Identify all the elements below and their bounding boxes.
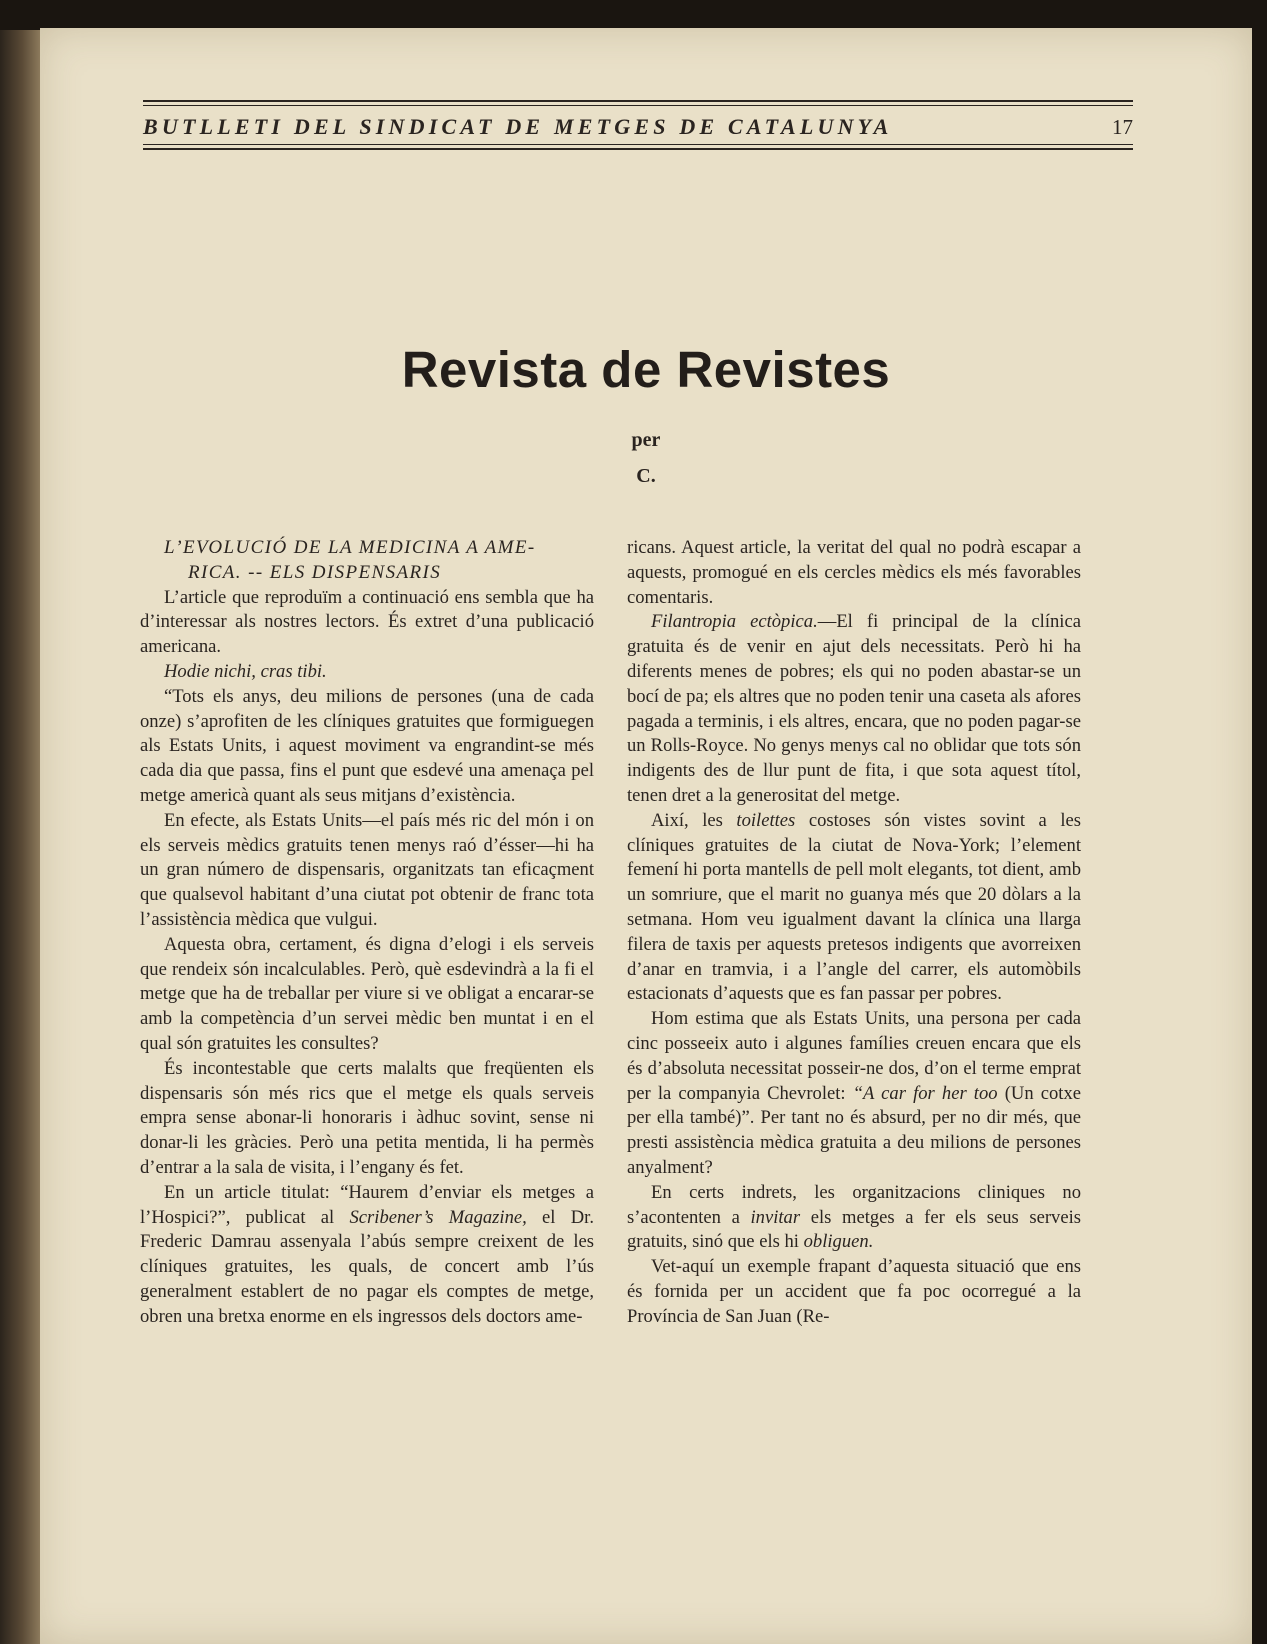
header-rule-bottom [143, 144, 1133, 152]
italic-term: obliguen. [803, 1231, 874, 1253]
text-run: costoses són vistes sovint a les clíniques gratuites de la ciutat de Nova-York; l’element femení hi porta mantells de pell molt elegants, tot dient, amb un somriure, que el marit no guanya més que 20 dòlars a la setmana. Hom veu igualment davant la clínica una llarga filera de taxis per aquests pretesos indigents que avorreixen d’anar en tramvia, i a l’angle del carrer, els automòbils estacionats d’aquests que es fan passar per pobres. [627, 809, 1081, 1005]
paragraph: “Tots els anys, deu milions de persones (una de cada onze) s’aprofiten de les clíniques gratuites que formiguegen als Estats Units, i aquest moviment va engrandint-se més cada dia que passa, fins el punt que esdevé una amenaça pel metge americà quant als seus mitjans d’existència. [140, 685, 594, 806]
text-run: Així, les [651, 809, 737, 831]
column-right [627, 536, 1081, 1330]
text-run: En certs indrets, les organitzacions cliniques no s’acontenten a [627, 1181, 1081, 1228]
paragraph [140, 1181, 594, 1330]
section-heading-line1: L’EVOLUCIÓ DE LA MEDICINA A AME- [164, 537, 536, 558]
text-run: Hom estima que als Estats Units, una persona per cada cinc posseeix auto i algunes famílies creuen encara que els és d’absoluta necessitat posseir-ne dos, d’on el terme emprat per la companyia Chevrolet: [627, 1008, 1081, 1104]
italic-term: toilettes [736, 809, 796, 831]
book-binding [0, 30, 40, 1644]
document-page [40, 28, 1252, 1644]
header-rule-top [143, 100, 1133, 108]
section-heading-line2: RICA. -- ELS DISPENSARIS [188, 561, 442, 583]
byline-per: per [631, 429, 661, 451]
paragraph [627, 610, 1081, 808]
paragraph [627, 1181, 1081, 1255]
italic-quote: “A car for her too [852, 1082, 998, 1104]
paragraph-intro: L’article que reproduïm a continuació ens sembla que ha d’interessar als nostres lectors. És extret d’una publicació americana. [140, 586, 594, 658]
motto: Hodie nichi, cras tibi. [164, 660, 327, 682]
text-run: En un article titulat: “Haurem d’enviar els metges a l’Hospici?”, publicat al [140, 1181, 594, 1228]
subheading-inline: Filantropia ectòpica. [651, 611, 818, 633]
page-number: 17 [1112, 115, 1133, 139]
byline-author: C. [636, 465, 656, 487]
paragraph: En efecte, als Estats Units—el país més ric del món i on els serveis mèdics gratuits tenen menys raó d’ésser—hi ha un gran número de dispensaris, organitzats tan eficaçment que qualsevol habitant d’una ciutat pot obtenir de franc tota l’assistència mèdica que vulgui. [140, 809, 594, 930]
journal-title: BUTLLETI DEL SINDICAT DE METGES DE CATALUNYA [143, 114, 893, 139]
paragraph: És incontestable que certs malalts que freqüenten els dispensaris són més rics que el metge els quals serveis empra sense abonar-li honoraris i àdhuc sovint, sense ni donar-li les gràcies. Però una petita mentida, li ha permès d’entrar a la sala de visita, i l’engany és fet. [140, 1057, 594, 1178]
column-left [140, 536, 594, 1330]
text-run: els metges a fer els seus serveis gratuits, sinó que els hi [627, 1206, 1082, 1253]
text-run: el Dr. Frederic Damrau assenyala l’abús sempre creixent de les clíniques gratuites, les quals, de concert amb l’ús generalment establert de no pagar els comptes de metge, obren una bretxa enorme en els ingressos dels doctors ame- [140, 1206, 594, 1327]
paragraph [627, 1007, 1081, 1181]
text-run: (Un cotxe per ella també)”. Per tant no és absurd, per no dir més, que presti assistència mèdica gratuita a deu milions de persones anyalment? [627, 1082, 1081, 1178]
italic-term: invitar [750, 1206, 801, 1228]
magazine-name: Scribener’s Magazine, [349, 1206, 527, 1228]
text-run: —El fi principal de la clínica gratuita és de venir en ajut dels necessitats. Però hi ha diferents menes de pobres; els qui no poden abastar-se un bocí de pa; els altres que no poden tenir una caseta als afores pagada a terminis, i els altres, encara, que no poden pagar-se un Rolls-Royce. No genys menys cal no oblidar que tots són indigents des de llur punt de fita, i que sota aquest títol, tenen dret a la generositat del metge. [627, 611, 1081, 806]
running-header [143, 100, 1133, 152]
paragraph: Vet-aquí un exemple frapant d’aquesta situació que ens és fornida per un accident que fa poc ocorregué a la Província de San Juan (Re- [627, 1256, 1081, 1327]
paragraph-continued: ricans. Aquest article, la veritat del qual no podrà escapar a aquests, promogué en els cercles mèdics els més favorables comentaris. [627, 537, 1081, 608]
paragraph: Aquesta obra, certament, és digna d’elogi i els serveis que rendeix són incalculables. Però, què esdevindrà a la fi el metge que ha de treballar per viure si ve obligat a encarar-se amb la competència d’un servei mèdic ben muntat i en el qual són gratuites les consultes? [140, 933, 594, 1054]
article-title: Revista de Revistes [401, 341, 891, 398]
paragraph [627, 809, 1081, 1007]
section-heading [140, 536, 594, 586]
